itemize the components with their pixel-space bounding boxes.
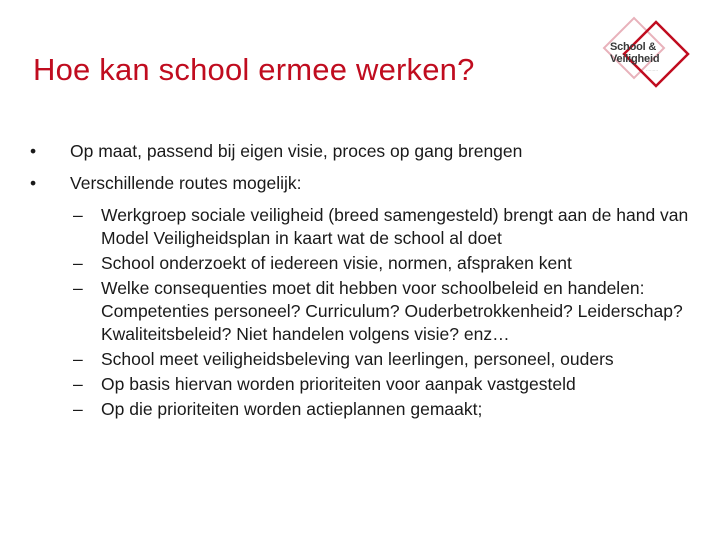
logo-text-line2: Veiligheid xyxy=(610,53,660,65)
sub-item-text: Welke consequenties moet dit hebben voor schoolbeleid en handelen: Competenties personeel? Curriculum? Ouderbetrokkenheid? Leiderschap? Kwaliteitsbeleid? Niet handelen volgens visie? enz… xyxy=(101,278,683,344)
bullet-marker: • xyxy=(30,173,37,193)
sub-item-text: Werkgroep sociale veiligheid (breed samengesteld) brengt aan de hand van Model Veiligheidsplan in kaart wat de school al doet xyxy=(101,205,689,248)
sub-list xyxy=(28,204,714,421)
sub-item-text: School onderzoekt of iedereen visie, normen, afspraken kent xyxy=(101,253,572,273)
sub-item xyxy=(28,373,714,396)
sub-item-text: School meet veiligheidsbeleving van leerlingen, personeel, ouders xyxy=(101,349,614,369)
sub-item xyxy=(28,348,714,371)
logo-subtext: ········· xyxy=(646,68,658,73)
bullet-marker: • xyxy=(30,141,37,161)
slide-body xyxy=(28,140,714,423)
logo-text-line1: School & xyxy=(610,41,657,53)
sub-item xyxy=(28,398,714,421)
school-veiligheid-logo xyxy=(600,14,696,94)
sub-item xyxy=(28,252,714,275)
dash-marker: – xyxy=(73,349,83,369)
dash-marker: – xyxy=(73,278,83,298)
sub-item xyxy=(28,204,714,250)
sub-item-text: Op die prioriteiten worden actieplannen gemaakt; xyxy=(101,399,483,419)
dash-marker: – xyxy=(73,205,83,225)
sub-item xyxy=(28,277,714,346)
bullet-text: Op maat, passend bij eigen visie, proces op gang brengen xyxy=(70,141,523,161)
bullet-text: Verschillende routes mogelijk: xyxy=(70,173,302,193)
bullet-item xyxy=(28,172,714,195)
slide-title: Hoe kan school ermee werken? xyxy=(33,52,475,87)
dash-marker: – xyxy=(73,253,83,273)
bullet-item xyxy=(28,140,714,163)
sub-item-text: Op basis hiervan worden prioriteiten voor aanpak vastgesteld xyxy=(101,374,576,394)
dash-marker: – xyxy=(73,399,83,419)
dash-marker: – xyxy=(73,374,83,394)
